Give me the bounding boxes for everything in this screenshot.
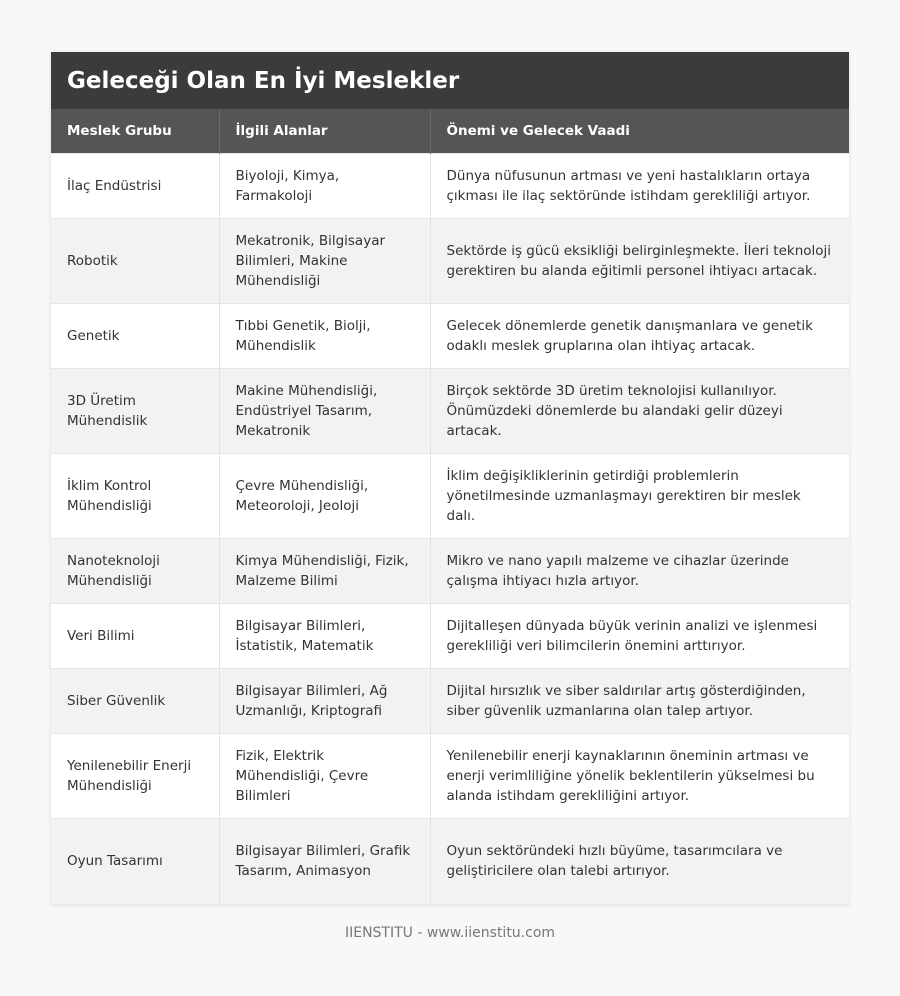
cell-fields: Bilgisayar Bilimleri, Ağ Uzmanlığı, Kriptografi — [219, 669, 430, 734]
table-row — [51, 219, 849, 304]
cell-fields: Mekatronik, Bilgisayar Bilimleri, Makine Mühendisliği — [219, 219, 430, 304]
cell-group: Veri Bilimi — [51, 604, 219, 669]
cell-fields: Biyoloji, Kimya, Farmakoloji — [219, 154, 430, 219]
header-row — [51, 109, 849, 154]
cell-fields: Çevre Mühendisliği, Meteoroloji, Jeoloji — [219, 454, 430, 539]
cell-group: 3D Üretim Mühendislik — [51, 369, 219, 454]
cell-group: Yenilenebilir Enerji Mühendisliği — [51, 734, 219, 819]
table-title: Geleceği Olan En İyi Meslekler — [67, 67, 460, 94]
table-row — [51, 604, 849, 669]
table-row — [51, 154, 849, 219]
cell-importance: Sektörde iş gücü eksikliği belirginleşmekte. İleri teknoloji gerektiren bu alanda eğitimli personel ihtiyacı artacak. — [430, 219, 849, 304]
cell-importance: Dünya nüfusunun artması ve yeni hastalıkların ortaya çıkması ile ilaç sektöründe istihdam gerekliliği artıyor. — [430, 154, 849, 219]
cell-fields: Makine Mühendisliği, Endüstriyel Tasarım, Mekatronik — [219, 369, 430, 454]
footer-credit: IIENSTITU - www.iienstitu.com — [344, 925, 556, 941]
cell-group: Genetik — [51, 304, 219, 369]
cell-group: İlaç Endüstrisi — [51, 154, 219, 219]
column-header-importance: Önemi ve Gelecek Vaadi — [430, 109, 849, 154]
cell-fields: Tıbbi Genetik, Biolji, Mühendislik — [219, 304, 430, 369]
careers-table — [51, 109, 849, 904]
title-bar — [51, 52, 849, 109]
cell-importance: Birçok sektörde 3D üretim teknolojisi kullanılıyor. Önümüzdeki dönemlerde bu alandaki gelir düzeyi artacak. — [430, 369, 849, 454]
cell-importance: Oyun sektöründeki hızlı büyüme, tasarımcılara ve geliştiricilere olan talebi artırıyor. — [430, 819, 849, 904]
careers-table-card — [51, 52, 849, 904]
cell-group: Siber Güvenlik — [51, 669, 219, 734]
table-row — [51, 539, 849, 604]
cell-importance: Dijital hırsızlık ve siber saldırılar artış gösterdiğinden, siber güvenlik uzmanlarına olan talep artıyor. — [430, 669, 849, 734]
cell-group: İklim Kontrol Mühendisliği — [51, 454, 219, 539]
cell-importance: Gelecek dönemlerde genetik danışmanlara ve genetik odaklı meslek gruplarına olan ihtiyaç artacak. — [430, 304, 849, 369]
table-row — [51, 819, 849, 904]
cell-group: Oyun Tasarımı — [51, 819, 219, 904]
table-row — [51, 304, 849, 369]
table-row — [51, 734, 849, 819]
cell-importance: İklim değişikliklerinin getirdiği problemlerin yönetilmesinde uzmanlaşmayı gerektiren bir meslek dalı. — [430, 454, 849, 539]
table-row — [51, 669, 849, 734]
cell-fields: Bilgisayar Bilimleri, Grafik Tasarım, Animasyon — [219, 819, 430, 904]
cell-group: Robotik — [51, 219, 219, 304]
column-header-fields: İlgili Alanlar — [219, 109, 430, 154]
cell-importance: Mikro ve nano yapılı malzeme ve cihazlar üzerinde çalışma ihtiyacı hızla artıyor. — [430, 539, 849, 604]
cell-group: Nanoteknoloji Mühendisliği — [51, 539, 219, 604]
cell-importance: Yenilenebilir enerji kaynaklarının öneminin artması ve enerji verimliliğine yönelik beklentilerin yükselmesi bu alanda istihdam gerekliliğini artıyor. — [430, 734, 849, 819]
cell-fields: Fizik, Elektrik Mühendisliği, Çevre Bilimleri — [219, 734, 430, 819]
cell-importance: Dijitalleşen dünyada büyük verinin analizi ve işlenmesi gerekliliği veri bilimcilerin önemini arttırıyor. — [430, 604, 849, 669]
cell-fields: Kimya Mühendisliği, Fizik, Malzeme Bilimi — [219, 539, 430, 604]
table-row — [51, 369, 849, 454]
cell-fields: Bilgisayar Bilimleri, İstatistik, Matematik — [219, 604, 430, 669]
table-row — [51, 454, 849, 539]
column-header-group: Meslek Grubu — [51, 109, 219, 154]
